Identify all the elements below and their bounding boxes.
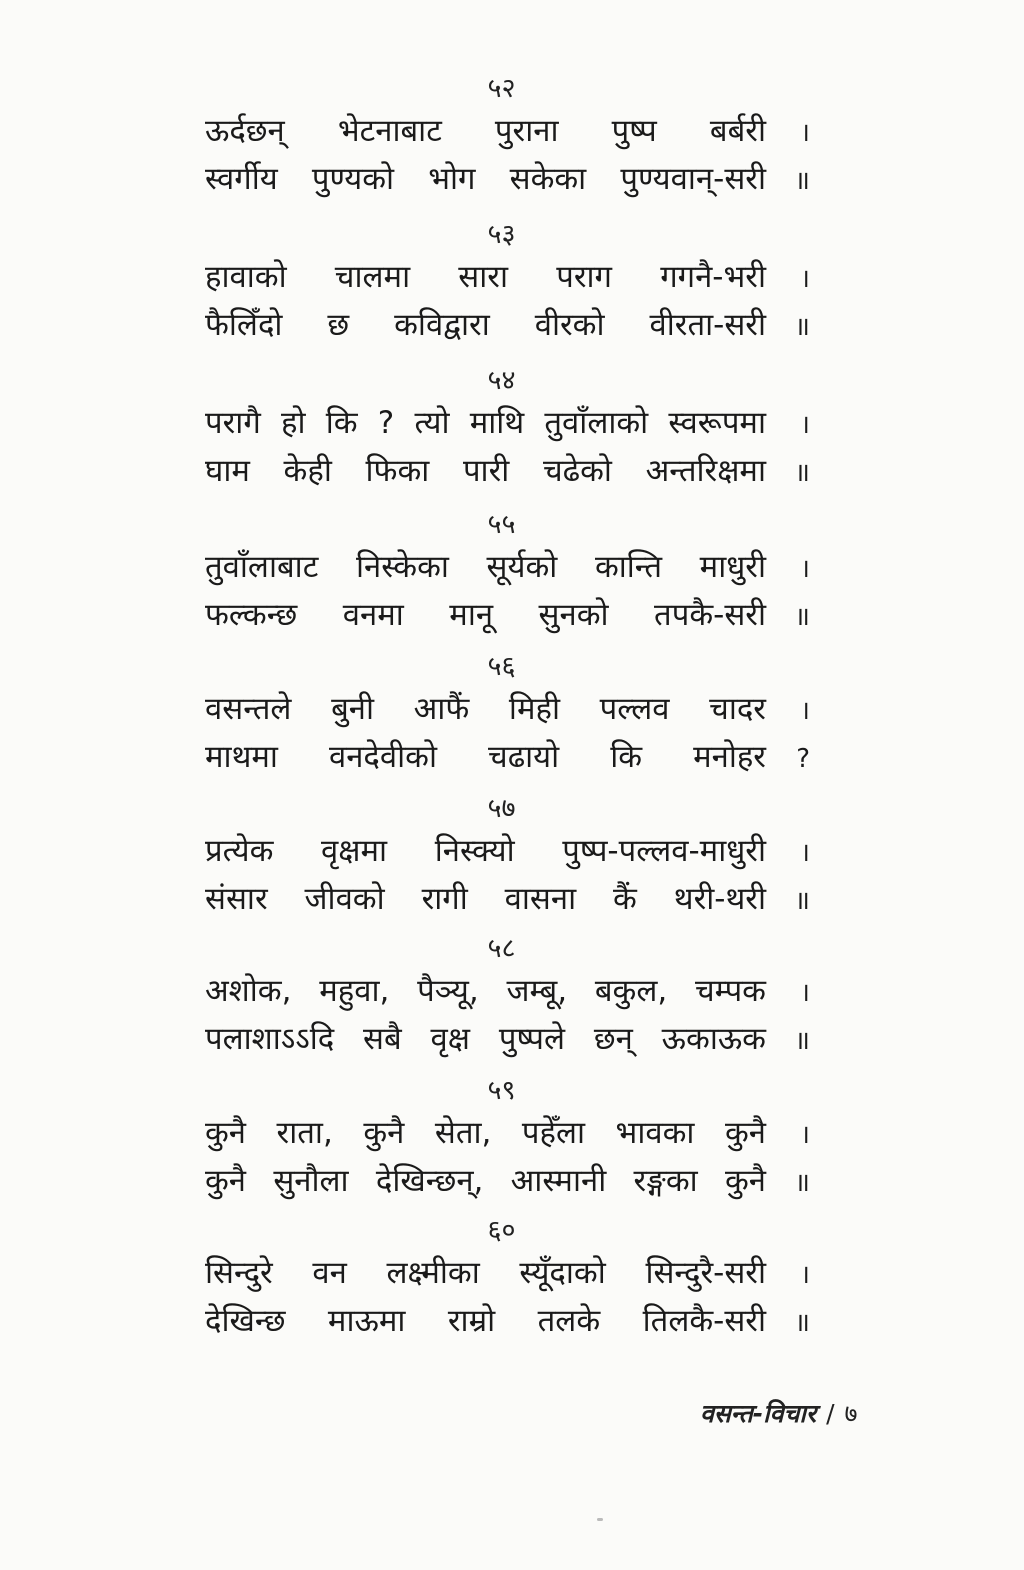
- verse-line: [205, 874, 810, 922]
- verse-text: माथमा वनदेवीको चढायो कि मनोहर: [205, 739, 766, 775]
- stanza-number: ५७: [487, 793, 516, 824]
- verse-end-mark: ।: [800, 1120, 810, 1150]
- stanza-number: ५३: [487, 219, 516, 250]
- verse-end-mark: ॥: [794, 1168, 810, 1198]
- verse-line: [205, 542, 810, 590]
- page-footer: [700, 1396, 940, 1430]
- book-title: वसन्त-विचार: [700, 1399, 817, 1428]
- verse-end-mark: ।: [800, 118, 810, 148]
- verse-text: पलाशाऽऽदि सबै वृक्ष पुष्पले छन् ऊकाऊक: [205, 1021, 766, 1057]
- verse-end-mark: ।: [800, 1260, 810, 1290]
- verse-text: वसन्तले बुनी आफैं मिही पल्लव चादर: [205, 691, 766, 727]
- stanza-55: [205, 508, 810, 638]
- verse-line: [205, 590, 810, 638]
- verse-text: फैलिँदो छ कविद्वारा वीरको वीरता-सरी: [205, 307, 766, 343]
- verse-end-mark: ॥: [794, 458, 810, 488]
- verse-end-mark: ।: [800, 838, 810, 868]
- verse-text: देखिन्छ माऊमा राम्रो तलके तिलकै-सरी: [205, 1303, 766, 1339]
- stanza-number: ५४: [487, 365, 516, 396]
- verse-text: फल्कन्छ वनमा मानू सुनको तपकै-सरी: [205, 597, 766, 633]
- page-number: ७: [844, 1399, 858, 1428]
- verse-text: अशोक, महुवा, पैञ्यू, जम्बू, बकुल, चम्पक: [205, 973, 766, 1009]
- verse-text: ऊर्दछन् भेटनाबाट पुराना पुष्प बर्बरी: [205, 113, 766, 149]
- verse-line: [205, 684, 810, 732]
- verse-line: [205, 446, 810, 494]
- verse-end-mark: ।: [800, 554, 810, 584]
- verse-text: सिन्दुरे वन लक्ष्मीका स्यूँदाको सिन्दुरै-सरी: [205, 1255, 766, 1291]
- verse-end-mark: ।: [800, 410, 810, 440]
- verse-text: तुवाँलाबाट निस्केका सूर्यको कान्ति माधुरी: [205, 549, 766, 585]
- stanza-number: ५६: [487, 651, 516, 682]
- verse-end-mark: ॥: [794, 1026, 810, 1056]
- verse-text: घाम केही फिका पारी चढेको अन्तरिक्षमा: [205, 453, 766, 489]
- verse-end-mark: ॥: [794, 1308, 810, 1338]
- verse-text: प्रत्येक वृक्षमा निस्क्यो पुष्प-पल्लव-माधुरी: [205, 833, 766, 869]
- verse-end-mark: ॥: [794, 886, 810, 916]
- verse-end-mark: ॥: [794, 166, 810, 196]
- verse-line: [205, 252, 810, 300]
- stanza-58: [205, 932, 810, 1062]
- scan-speck: [597, 1518, 603, 1521]
- stanza-number: ५९: [487, 1075, 516, 1106]
- verse-text: परागै हो कि ? त्यो माथि तुवाँलाको स्वरूपमा: [205, 405, 766, 441]
- verse-end-mark: ।: [800, 264, 810, 294]
- verse-line: [205, 398, 810, 446]
- verse-line: [205, 1248, 810, 1296]
- verse-line: [205, 1014, 810, 1062]
- stanza-number: ६०: [487, 1215, 516, 1246]
- stanza-57: [205, 792, 810, 922]
- stanza-number: ५२: [487, 73, 516, 104]
- verse-line: [205, 966, 810, 1014]
- verse-end-mark: ॥: [794, 312, 810, 342]
- stanza-53: [205, 218, 810, 348]
- verse-line: [205, 1108, 810, 1156]
- verse-text: कुनै राता, कुनै सेता, पहेँला भावका कुनै: [205, 1115, 766, 1151]
- verse-line: [205, 732, 810, 780]
- verse-line: [205, 154, 810, 202]
- verse-line: [205, 826, 810, 874]
- stanza-56: [205, 650, 810, 780]
- verse-line: [205, 300, 810, 348]
- verse-end-mark: ।: [800, 978, 810, 1008]
- stanza-59: [205, 1074, 810, 1204]
- verse-end-mark: ?: [796, 744, 810, 774]
- verse-text: कुनै सुनौला देखिन्छन्, आस्मानी रङ्गका कुनै: [205, 1163, 766, 1199]
- verse-line: [205, 1296, 810, 1344]
- verse-line: [205, 106, 810, 154]
- verse-text: हावाको चालमा सारा पराग गगनै-भरी: [205, 259, 766, 295]
- verse-end-mark: ॥: [794, 602, 810, 632]
- verse-text: स्वर्गीय पुण्यको भोग सकेका पुण्यवान्-सरी: [205, 161, 766, 197]
- stanza-60: [205, 1214, 810, 1344]
- stanza-number: ५८: [487, 933, 516, 964]
- verse-text: संसार जीवको रागी वासना कैं थरी-थरी: [205, 881, 766, 917]
- stanza-number: ५५: [487, 509, 516, 540]
- stanza-54: [205, 364, 810, 494]
- footer-separator: /: [826, 1399, 835, 1428]
- stanza-52: [205, 72, 810, 202]
- verse-line: [205, 1156, 810, 1204]
- verse-end-mark: ।: [800, 696, 810, 726]
